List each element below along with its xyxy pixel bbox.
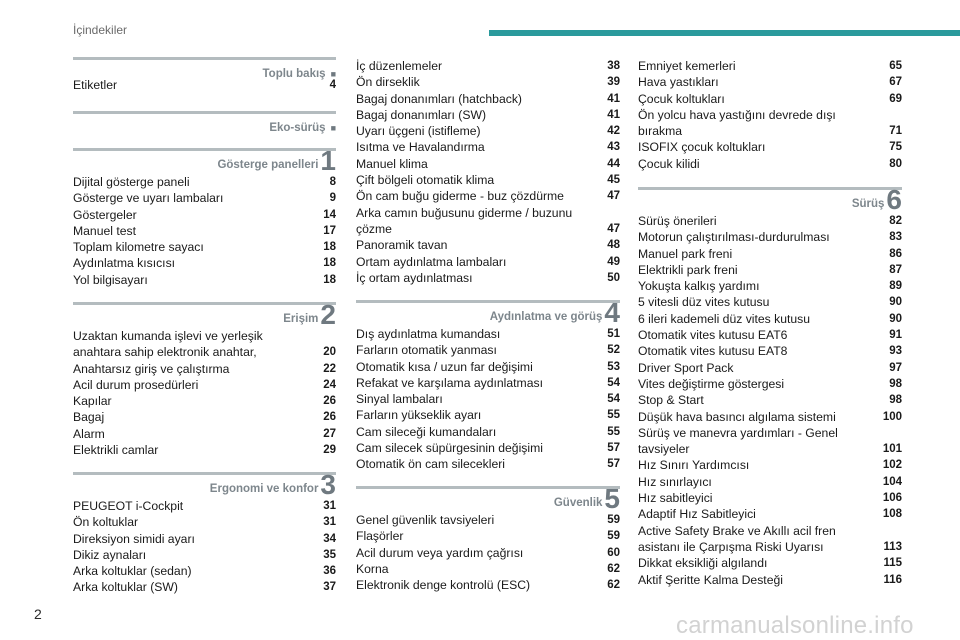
toc-entry[interactable] — [356, 254, 620, 270]
toc-entry-text: İç ortam aydınlatması — [356, 270, 473, 285]
toc-entry-text: Bagaj donanımları (hatchback) — [356, 91, 522, 106]
toc-entry[interactable] — [638, 58, 902, 74]
toc-entry-page: 18 — [323, 273, 336, 286]
toc-entry-text: Arka camın buğusunu giderme / buzunu çözme — [356, 205, 573, 236]
toc-entry-text: Uyarı üçgeni (istifleme) — [356, 124, 481, 139]
toc-entry-list — [356, 58, 620, 286]
toc-entry[interactable] — [638, 327, 902, 343]
toc-entry[interactable] — [73, 563, 336, 579]
toc-entry-text: Motorun çalıştırılması-durdurulması — [638, 230, 830, 245]
toc-entry-text: Hız sabitleyici — [638, 491, 713, 506]
toc-entry[interactable] — [356, 391, 620, 407]
section-heading — [489, 297, 620, 328]
toc-entry[interactable] — [356, 172, 620, 188]
toc-entry-page: 57 — [607, 442, 620, 455]
section-title: Ergonomi ve konfor — [209, 483, 319, 495]
toc-entry[interactable] — [638, 294, 902, 310]
section-number: 3 — [320, 469, 336, 500]
toc-entry[interactable] — [638, 139, 902, 155]
toc-entry-text: Korna — [356, 561, 389, 576]
toc-entry-page: 83 — [889, 231, 902, 244]
toc-entry-text: Panoramik tavan — [356, 238, 448, 253]
toc-entry-text: Hava yastıkları — [638, 75, 719, 90]
toc-entry-page: 47 — [607, 190, 620, 203]
toc-entry-page: 36 — [323, 565, 336, 578]
toc-entry-text: Manuel park freni — [638, 246, 733, 261]
toc-entry-page: 47 — [607, 222, 620, 235]
toc-entry[interactable] — [638, 425, 902, 458]
toc-entry-text: Elektronik denge kontrolü (ESC) — [356, 578, 531, 593]
toc-entry-text: Dış aydınlatma kumandası — [356, 327, 501, 341]
section-marker: ■ — [330, 123, 336, 133]
toc-entry-text: Emniyet kemerleri — [638, 59, 736, 73]
toc-entry[interactable] — [638, 506, 902, 522]
toc-entry-page: 54 — [607, 376, 620, 389]
section-number: 4 — [604, 297, 620, 328]
toc-entry-page: 8 — [329, 176, 336, 188]
toc-entry-page: 31 — [323, 516, 336, 529]
toc-entry-text: Elektrikli park freni — [638, 262, 738, 277]
toc-entry-text: Ön koltuklar — [73, 515, 139, 530]
toc-entry-text: Acil durum prosedürleri — [73, 377, 199, 392]
toc-entry-text: 5 vitesli düz vites kutusu — [638, 295, 770, 310]
toc-entry[interactable] — [73, 547, 336, 563]
toc-entry-page: 57 — [607, 458, 620, 471]
toc-entry-text: Kapılar — [73, 394, 112, 409]
toc-entry[interactable] — [638, 409, 902, 425]
toc-entry[interactable] — [356, 74, 620, 90]
toc-entry[interactable] — [638, 213, 902, 229]
toc-entry-page: 37 — [323, 581, 336, 594]
toc-entry[interactable] — [356, 270, 620, 286]
toc-entry[interactable] — [638, 376, 902, 392]
toc-entry-page: 93 — [889, 345, 902, 358]
toc-entry[interactable] — [73, 514, 336, 530]
toc-entry-page: 43 — [607, 141, 620, 154]
toc-entry-page: 18 — [323, 257, 336, 270]
toc-entry-page: 22 — [323, 362, 336, 375]
toc-entry-text: Etiketler — [73, 78, 118, 92]
toc-entry[interactable] — [356, 407, 620, 423]
toc-entry[interactable] — [638, 523, 902, 556]
toc-entry[interactable] — [638, 311, 902, 327]
toc-entry[interactable] — [356, 561, 620, 577]
toc-entry-page: 17 — [323, 224, 336, 237]
watermark: carmanualsonline.info — [676, 612, 914, 639]
toc-entry-page: 50 — [607, 271, 620, 284]
toc-entry[interactable] — [73, 272, 336, 288]
toc-entry-page: 60 — [607, 546, 620, 559]
toc-entry-list — [638, 58, 902, 172]
section-title: Eko-sürüş — [269, 122, 326, 134]
header-accent-bar — [489, 30, 960, 36]
toc-entry-text: Gösterge ve uyarı lambaları — [73, 191, 224, 206]
toc-entry[interactable] — [638, 278, 902, 294]
toc-entry-page: 27 — [323, 427, 336, 440]
toc-entry[interactable] — [638, 490, 902, 506]
toc-entry-page: 34 — [323, 532, 336, 545]
toc-entry-page: 62 — [607, 562, 620, 575]
toc-entry-page: 106 — [882, 492, 902, 505]
toc-entry-text: Aydınlatma kısıcısı — [73, 256, 176, 271]
toc-entry-list — [356, 326, 620, 473]
toc-entry-page: 41 — [607, 92, 620, 105]
toc-entry-text: Uzaktan kumanda işlevi ve yerleşik anahtara sahip elektronik anahtar, — [73, 329, 263, 360]
toc-entry[interactable] — [356, 139, 620, 155]
toc-entry-page: 45 — [607, 174, 620, 187]
toc-entry-page: 26 — [323, 411, 336, 424]
toc-entry-text: Ön cam buğu giderme - buz çözdürme — [356, 189, 564, 204]
toc-entry-page: 69 — [889, 92, 902, 105]
toc-entry-page: 101 — [882, 443, 902, 456]
toc-entry[interactable] — [356, 156, 620, 172]
toc-entry[interactable] — [73, 531, 336, 547]
toc-entry[interactable] — [73, 377, 336, 393]
toc-entry[interactable] — [356, 237, 620, 253]
toc-entry-page: 31 — [323, 500, 336, 512]
toc-entry-text: Çocuk kilidi — [638, 156, 700, 171]
toc-entry-text: Dikkat eksikliği algılandı — [638, 556, 768, 571]
toc-entry-page: 24 — [323, 378, 336, 391]
toc-entry[interactable] — [356, 205, 620, 238]
toc-entry-page: 80 — [889, 157, 902, 170]
toc-entry[interactable] — [638, 246, 902, 262]
toc-entry[interactable] — [73, 426, 336, 442]
toc-entry-text: Toplam kilometre sayacı — [73, 240, 204, 255]
toc-entry[interactable] — [638, 360, 902, 376]
toc-entry[interactable] — [638, 74, 902, 90]
toc-entry[interactable] — [356, 326, 620, 342]
toc-entry-text: Yokuşta kalkış yardımı — [638, 279, 760, 294]
toc-entry-text: Refakat ve karşılama aydınlatması — [356, 375, 543, 390]
toc-entry-text: Elektrikli camlar — [73, 443, 159, 458]
toc-entry-text: Manuel test — [73, 223, 137, 238]
toc-entry-page: 59 — [607, 530, 620, 543]
section-title: Erişim — [283, 313, 319, 325]
toc-entry-text: Ortam aydınlatma lambaları — [356, 254, 507, 269]
toc-entry-page: 100 — [882, 410, 902, 423]
toc-entry[interactable] — [73, 361, 336, 377]
toc-entry[interactable] — [73, 498, 336, 514]
toc-entry-text: 6 ileri kademeli düz vites kutusu — [638, 311, 811, 326]
toc-entry-text: Bagaj donanımları (SW) — [356, 107, 487, 122]
section-number: 2 — [320, 299, 336, 330]
toc-entry-page: 49 — [607, 255, 620, 268]
toc-entry-page: 20 — [323, 346, 336, 359]
toc-entry[interactable] — [356, 107, 620, 123]
toc-entry-text: Alarm — [73, 426, 105, 441]
toc-entry-page: 29 — [323, 444, 336, 457]
toc-entry-text: PEUGEOT i-Cockpit — [73, 499, 184, 513]
toc-entry-page: 86 — [889, 247, 902, 260]
toc-entry[interactable] — [356, 528, 620, 544]
toc-entry-page: 55 — [607, 409, 620, 422]
toc-entry-text: Sürüş önerileri — [638, 214, 717, 228]
toc-entry-page: 62 — [607, 579, 620, 592]
toc-entry-text: ISOFIX çocuk koltukları — [638, 140, 766, 155]
toc-entry-text: Acil durum veya yardım çağrısı — [356, 545, 524, 560]
toc-entry[interactable] — [73, 174, 336, 190]
toc-entry-list — [73, 498, 336, 596]
toc-entry[interactable] — [638, 392, 902, 408]
toc-entry[interactable] — [356, 512, 620, 528]
section-marker: ■ — [330, 69, 336, 79]
toc-entry-text: Aktif Şeritte Kalma Desteği — [638, 572, 783, 587]
toc-entry[interactable] — [356, 359, 620, 375]
toc-entry-page: 54 — [607, 393, 620, 406]
toc-entry-text: Otomatik kısa / uzun far değişimi — [356, 359, 533, 374]
page-number: 2 — [34, 606, 42, 622]
toc-entry-text: Sürüş ve manevra yardımları - Genel tavsiyeler — [638, 425, 838, 457]
toc-entry-text: Flaşörler — [356, 529, 404, 544]
toc-entry[interactable] — [638, 572, 902, 588]
section-heading — [553, 483, 620, 514]
toc-entry-page: 53 — [607, 360, 620, 373]
toc-entry-text: Arka koltuklar (SW) — [73, 580, 178, 595]
toc-entry-page: 65 — [889, 60, 902, 72]
toc-entry-page: 115 — [883, 557, 902, 570]
toc-entry-text: Driver Sport Pack — [638, 360, 734, 375]
toc-entry[interactable] — [638, 457, 902, 473]
section-number: 6 — [886, 184, 902, 215]
toc-entry[interactable] — [356, 342, 620, 358]
toc-entry-page: 51 — [607, 328, 620, 340]
toc-entry-page: 9 — [329, 192, 336, 205]
toc-entry-text: Anahtarsız giriş ve çalıştırma — [73, 361, 230, 376]
toc-entry-page: 14 — [323, 208, 336, 221]
section-title: Aydınlatma ve görüş — [489, 311, 603, 323]
toc-entry-text: Otomatik vites kutusu EAT6 — [638, 328, 788, 343]
toc-entry-text: Ön yolcu hava yastığını devrede dışı bırakma — [638, 107, 836, 139]
toc-entry-text: Cam silecek süpürgesinin değişimi — [356, 441, 543, 456]
toc-entry[interactable] — [356, 58, 620, 74]
toc-entry[interactable] — [73, 255, 336, 271]
toc-entry[interactable] — [638, 555, 902, 571]
section-title: Gösterge panelleri — [217, 159, 319, 171]
toc-entry[interactable] — [638, 229, 902, 245]
toc-entry-text: Stop & Start — [638, 393, 704, 408]
toc-entry-page: 98 — [889, 377, 902, 390]
toc-entry-page: 71 — [889, 125, 902, 138]
section-title: Toplu bakış — [262, 68, 326, 80]
toc-entry-page: 42 — [607, 125, 620, 138]
toc-entry[interactable] — [638, 474, 902, 490]
toc-entry-page: 75 — [889, 141, 902, 154]
toc-entry[interactable] — [356, 456, 620, 472]
toc-entry-text: Farların otomatik yanması — [356, 343, 497, 358]
toc-entry[interactable] — [73, 223, 336, 239]
section-heading — [269, 114, 336, 136]
toc-entry-text: Düşük hava basıncı algılama sistemi — [638, 409, 836, 424]
toc-entry-list — [73, 174, 336, 288]
toc-entry-text: Cam sileceği kumandaları — [356, 424, 497, 439]
toc-entry[interactable] — [638, 262, 902, 278]
toc-entry-page: 91 — [889, 329, 902, 342]
toc-entry[interactable] — [356, 123, 620, 139]
toc-entry-page: 39 — [607, 76, 620, 89]
toc-entry-page: 55 — [607, 425, 620, 438]
toc-entry-text: Active Safety Brake ve Akıllı acil fren asistanı ile Çarpışma Riski Uyarısı — [638, 523, 836, 554]
toc-entry[interactable] — [356, 545, 620, 561]
toc-entry[interactable] — [638, 91, 902, 107]
toc-entry-text: Bagaj — [73, 410, 105, 425]
toc-entry-list — [638, 213, 902, 588]
toc-entry[interactable] — [73, 393, 336, 409]
toc-entry-page: 41 — [607, 108, 620, 121]
toc-entry-page: 90 — [889, 296, 902, 309]
toc-entry-page: 82 — [889, 215, 902, 227]
toc-entry[interactable] — [73, 239, 336, 255]
section-heading — [851, 184, 902, 215]
toc-entry-page: 59 — [607, 514, 620, 526]
toc-entry-text: Otomatik vites kutusu EAT8 — [638, 344, 788, 359]
toc-entry-text: Genel güvenlik tavsiyeleri — [356, 513, 495, 527]
page-header-title: İçindekiler — [73, 23, 128, 37]
toc-entry-text: İç düzenlemeler — [356, 59, 443, 73]
toc-entry-page: 97 — [889, 361, 902, 374]
toc-entry-text: Sinyal lambaları — [356, 392, 443, 407]
toc-entry-page: 67 — [889, 76, 902, 89]
toc-entry[interactable] — [73, 328, 336, 361]
toc-entry-text: Direksiyon simidi ayarı — [73, 531, 195, 546]
toc-entry-text: Manuel klima — [356, 156, 428, 171]
toc-entry-text: Isıtma ve Havalandırma — [356, 140, 485, 155]
toc-entry[interactable] — [73, 190, 336, 206]
toc-entry-text: Hız sınırlayıcı — [638, 474, 712, 489]
toc-entry-page: 89 — [889, 280, 902, 293]
toc-entry-text: Göstergeler — [73, 207, 137, 222]
toc-entry-text: Dikiz aynaları — [73, 547, 147, 562]
toc-entry[interactable] — [73, 579, 336, 595]
toc-entry-page: 108 — [882, 508, 902, 521]
toc-entry-page: 113 — [883, 540, 902, 553]
toc-entry-text: Ön dirseklik — [356, 75, 420, 90]
toc-entry-page: 48 — [607, 239, 620, 252]
toc-entry-page: 38 — [607, 60, 620, 72]
toc-entry[interactable] — [356, 440, 620, 456]
toc-entry[interactable] — [356, 577, 620, 593]
toc-entry-text: Çocuk koltukları — [638, 91, 725, 106]
toc-entry-list — [73, 77, 336, 93]
toc-entry[interactable] — [356, 91, 620, 107]
toc-entry-page: 87 — [889, 263, 902, 276]
toc-entry-text: Çift bölgeli otomatik klima — [356, 173, 495, 188]
toc-entry-page: 102 — [882, 459, 902, 472]
toc-entry-text: Dijital gösterge paneli — [73, 175, 190, 189]
toc-entry-page: 116 — [883, 573, 902, 586]
section-title: Güvenlik — [553, 497, 603, 509]
section-heading — [217, 145, 336, 176]
toc-entry[interactable] — [73, 409, 336, 425]
toc-entry-page: 90 — [889, 312, 902, 325]
toc-entry-text: Adaptif Hız Sabitleyici — [638, 507, 756, 522]
toc-entry[interactable] — [638, 343, 902, 359]
toc-entry-list — [73, 328, 336, 458]
section-title: Sürüş — [851, 198, 885, 210]
toc-entry-text: Otomatik ön cam silecekleri — [356, 457, 506, 472]
toc-entry-text: Vites değiştirme göstergesi — [638, 376, 785, 391]
toc-entry[interactable] — [73, 207, 336, 223]
toc-entry[interactable] — [356, 424, 620, 440]
toc-entry-text: Yol bilgisayarı — [73, 272, 148, 287]
section-heading — [283, 299, 336, 330]
toc-entry-page: 44 — [607, 157, 620, 170]
toc-entry[interactable] — [638, 156, 902, 172]
toc-entry[interactable] — [356, 188, 620, 204]
toc-entry[interactable] — [638, 107, 902, 140]
toc-entry-page: 26 — [323, 395, 336, 408]
toc-entry-page: 104 — [882, 475, 902, 488]
toc-entry-text: Farların yükseklik ayarı — [356, 408, 482, 423]
section-number: 1 — [320, 145, 336, 176]
toc-entry-page: 35 — [323, 548, 336, 561]
toc-entry[interactable] — [73, 77, 336, 93]
section-heading — [209, 469, 336, 500]
toc-entry-page: 52 — [607, 344, 620, 357]
toc-entry[interactable] — [73, 442, 336, 458]
section-number: 5 — [604, 483, 620, 514]
toc-entry-text: Arka koltuklar (sedan) — [73, 564, 192, 579]
toc-entry[interactable] — [356, 375, 620, 391]
toc-entry-page: 4 — [329, 79, 336, 91]
toc-entry-text: Hız Sınırı Yardımcısı — [638, 458, 750, 473]
toc-entry-page: 18 — [323, 241, 336, 254]
toc-entry-list — [356, 512, 620, 593]
toc-entry-page: 98 — [889, 394, 902, 407]
